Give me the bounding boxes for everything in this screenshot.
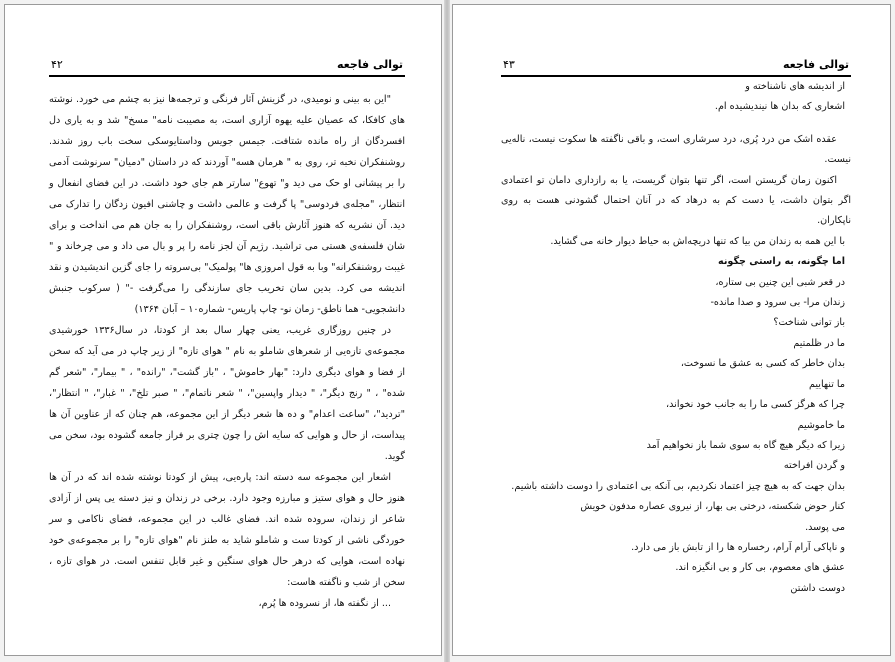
page-header bbox=[501, 57, 851, 77]
page-number: ۴۳ bbox=[503, 58, 515, 71]
verse-line: با این همه به زندان من بیا که تنها دریچه‌اش به حیاط دیوار خانه می گشاید. bbox=[550, 235, 845, 247]
verse-line-bold: اما چگونه، به راستی چگونه bbox=[718, 256, 845, 268]
verse-line: و گردن افراخته bbox=[783, 460, 845, 472]
verse-line: باز توانی شناخت؟ bbox=[773, 317, 845, 329]
running-title: توالی فاجعه bbox=[782, 58, 849, 71]
verse-line: زندان مرا- بی سرود و صدا مانده- bbox=[710, 297, 845, 309]
verse-line: ما خاموشیم bbox=[797, 419, 845, 431]
verse-line: از اندیشه های ناشناخته و bbox=[745, 81, 845, 92]
verse-line: و ناپاکی آرام آرام، رخساره ها را از تابش باز می دارد. bbox=[631, 541, 845, 553]
verse-line: چرا که هرگز کسی ما را به جانب خود نخواند، bbox=[666, 399, 845, 411]
body-paragraph: اشعار این مجموعه سه دسته اند: پاره‌یی، پیش از کودتا نوشته شده اند که در آن ها هنوز حال و هوای ستیز و مبارزه وجود دارد. برخی در زندان و نیز دسته یی پس از آزادی شاعر از زندان، سروده شده اند. فضای غالب در این مجموعه، فضای ناکامی و سر خوردگی ناشی از کودتا ست و شاملو شاید به طنز نام "هوای تازه" را بر مجموعه‌ی خود نهاده است، هوایی که درهر حال هوای سنگین و غیر قابل تنفس است. در هوای تازه ، سخن از شب و ناگفته هاست: bbox=[49, 472, 405, 588]
verse-line: ... از نگفته ها، از نسروده ها پُرم، bbox=[258, 598, 391, 609]
running-title: توالی فاجعه bbox=[336, 58, 403, 71]
verse-line: کنار حوض شکسته، درختی بی بهار، از نیروی عصاره مدفون خویش bbox=[580, 501, 845, 513]
verse-line: زیرا که دیگر هیچ گاه به سوی شما باز نخواهیم آمد bbox=[646, 439, 845, 451]
page-number: ۴۲ bbox=[51, 58, 63, 71]
page-body bbox=[501, 77, 851, 599]
body-paragraph: در چنین روزگاری غریب، یعنی چهار سال بعد از کودتا، در سال۱۳۳۶ خورشیدی مجموعه‌ی تازه‌یی از شعرهای شاملو به نام " هوای تازه" از زیر چاپ در می آید که سخن از فضا و هوای دیگری دارد: "بهار خاموش" ، "باز گشت"، "رانده" ، " بیمار"، "شعر گم شده" ، " رنج دیگر"، " دیدار واپسین"، " شعر ناتمام"، " صبر تلخ"، " غبار"، " انتظار"، "تردید"، "ساعت اعدام" و ده ها شعر دیگر از این مجموعه، هم چنان که از عناوین آن ها پیداست، از حال و هوایی که سایه اش را چون چتری بر فراز جامعه گشوده بود، سخن می گوید. bbox=[49, 325, 405, 462]
verse-line: ما در ظلمتیم bbox=[793, 337, 845, 349]
verse-line: بدان جهت که به هیچ چیز اعتماد نکردیم، بی آنکه بی اعتمادی را دوست داشته باشیم. bbox=[511, 480, 845, 492]
book-spine bbox=[444, 0, 450, 662]
verse-line: در قعر شبی این چنین بی ستاره، bbox=[715, 276, 845, 288]
verse-line: می پوسد. bbox=[805, 521, 845, 533]
left-page bbox=[4, 4, 442, 656]
body-paragraph: اکنون زمان گریستن است، اگر تنها بتوان گریست، یا به رازداری دامان تو اعتمادی اگر بتوان داشت، یا دست کم به درهاد که در آنان احتمال گشودنی هست به روی ناپکاران. bbox=[501, 174, 851, 227]
verse-line: عشق های معصوم، بی کار و بی انگیزه اند. bbox=[675, 562, 845, 574]
verse-line: اشعاری که بدان ها نیندیشیده ام. bbox=[714, 101, 845, 113]
right-page bbox=[452, 4, 891, 656]
verse-line: بدان خاطر که کسی به عشق ما نسوخت، bbox=[680, 358, 845, 370]
page-body bbox=[49, 89, 405, 614]
page-header bbox=[49, 57, 405, 77]
verse-line: دوست داشتن bbox=[790, 582, 845, 594]
body-paragraph: عقده اشک من درد پُری، درد سرشاری است، و باقی ناگفته ها سکوت نیست، ناله‌یی نیست. bbox=[501, 133, 851, 166]
quote-paragraph: "این به بینی و نومیدی، در گزینش آثار فرنگی و ترجمه‌ها نیز به چشم می خورد. نوشته های کافکا، که عصیان علیه یهوه آزاری است، به مصیبت نامه" مسخ" شد و به یاری دل افسردگان از راه مانده شتافت. جیمس جویس وداستایوسکی سخت باب روز شدند. روشنفکران نخبه تر، روی به " هرمان هسه" آوردند که در داستان "دمیان" سرنوشت آدمی را بر پیشانی او حک می دید و" تهوع" سارتر هم جای خود داشت. در این فضای انفعال و انتظار، "مجله‌ی فردوسی" پا گرفت و عالمی داشت و چاشنی افیون زدگان را تدارک می دید. آن نشریه که هنوز آثارش باقی است، روشنفکران را به جان هم می انداخت و برای شان فلسفه‌ی هستی می تراشید. رژیم آن لجز نامه را پر و بال می داد و می چرخاند و " غیبت روشنفکرانه" وبا به قول امروزی ها" پولمیک" بی‌سروته را جای گزین اندیشیدن و نقد اندیشه می کرد. بدین سان تخریب جای سازندگی را می‌گرفت -" ( سرکوب جنبش دانشجویی- هما ناطق- زمان نو- چاپ پاریس- شماره۱۰ – آبان ۱۳۶۴) bbox=[49, 94, 405, 315]
verse-line: ما تنهاییم bbox=[809, 378, 845, 390]
